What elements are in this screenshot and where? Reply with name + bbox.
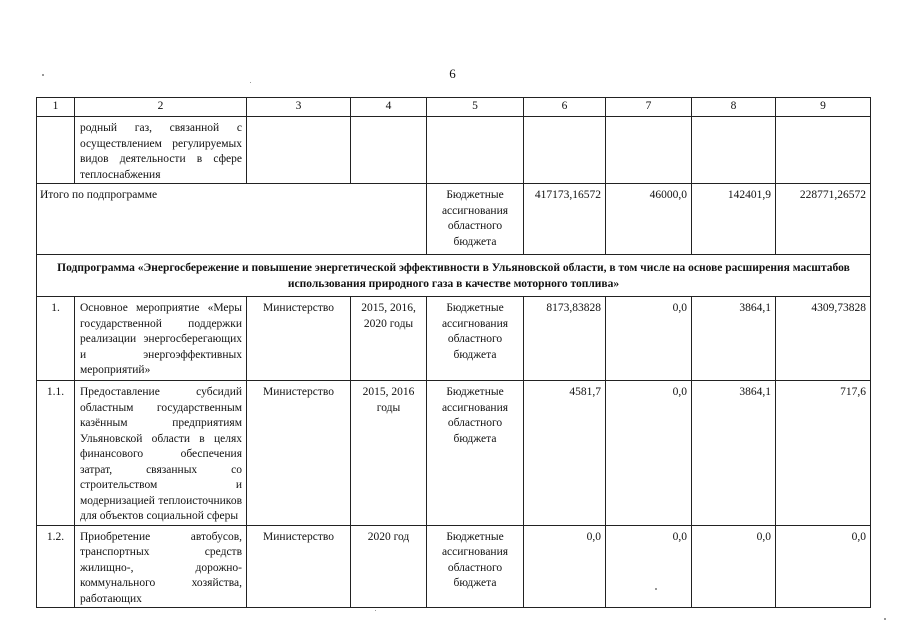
scan-speck	[655, 588, 657, 590]
cell-empty	[606, 117, 692, 184]
subprogram-title: Подпрограмма «Энергосбережение и повышение энергетической эффективности в Ульяновской области, в том числе на основе расширения масштабов использования природного газа в качестве моторного топлива»	[37, 255, 871, 297]
value-col7: 0,0	[606, 297, 692, 381]
page-number: 6	[449, 66, 456, 81]
col-header-1: 1	[37, 98, 75, 117]
scan-speck	[42, 74, 44, 76]
years: 2020 год	[351, 525, 427, 608]
value-col6: 417173,16572	[524, 184, 606, 255]
funding-source: Бюджетные ассигнования областного бюджета	[427, 297, 524, 381]
value-col8: 3864,1	[692, 381, 776, 526]
measure-name: Приобретение автобусов, транспортных средств жилищно-, дорожно-коммунального хозяйства, работающих	[75, 525, 247, 608]
col-header-4: 4	[351, 98, 427, 117]
table-row-total	[37, 184, 871, 255]
value-col9: 717,6	[776, 381, 871, 526]
col-header-6: 6	[524, 98, 606, 117]
cell-empty	[776, 117, 871, 184]
value-col9: 0,0	[776, 525, 871, 608]
header-row	[37, 98, 871, 117]
scan-speck	[375, 610, 376, 611]
subprogram-row	[37, 255, 871, 297]
cell-empty	[524, 117, 606, 184]
value-col7: 46000,0	[606, 184, 692, 255]
value-col6: 4581,7	[524, 381, 606, 526]
executor: Министерство	[247, 381, 351, 526]
col-header-9: 9	[776, 98, 871, 117]
col-header-7: 7	[606, 98, 692, 117]
executor: Министерство	[247, 297, 351, 381]
funding-source: Бюджетные ассигнования областного бюджета	[427, 184, 524, 255]
cell-empty	[427, 117, 524, 184]
col-header-2: 2	[75, 98, 247, 117]
row-number: 1.2.	[37, 525, 75, 608]
table-row-continuation	[37, 117, 871, 184]
value-col8: 142401,9	[692, 184, 776, 255]
row-number: 1.1.	[37, 381, 75, 526]
value-col8: 3864,1	[692, 297, 776, 381]
measure-name: Предоставление субсидий областным государственным казённым предприятиям Ульяновской области в целях финансового обеспечения затрат, связанных со строительством и модернизацией теплоисточников для объектов социальной сферы	[75, 381, 247, 526]
cell-empty	[247, 117, 351, 184]
table-row-1	[37, 297, 871, 381]
cell-empty	[692, 117, 776, 184]
col-header-5: 5	[427, 98, 524, 117]
row-number: 1.	[37, 297, 75, 381]
value-col9: 4309,73828	[776, 297, 871, 381]
value-col8: 0,0	[692, 525, 776, 608]
table-row-1-2	[37, 525, 871, 608]
executor: Министерство	[247, 525, 351, 608]
cell-empty	[37, 117, 75, 184]
value-col6: 8173,83828	[524, 297, 606, 381]
years: 2015, 2016 годы	[351, 381, 427, 526]
funding-source: Бюджетные ассигнования областного бюджета	[427, 381, 524, 526]
measure-name: Основное мероприятие «Меры государственной поддержки реализации энергосберегающих и энергоэффективных мероприятий»	[75, 297, 247, 381]
value-col7: 0,0	[606, 525, 692, 608]
value-col9: 228771,26572	[776, 184, 871, 255]
table-row-1-1	[37, 381, 871, 526]
scan-speck	[884, 618, 886, 620]
col-header-8: 8	[692, 98, 776, 117]
cell-empty	[351, 117, 427, 184]
total-label: Итого по подпрограмме	[37, 184, 427, 255]
continuation-text: родный газ, связанной с осуществлением регулируемых видов деятельности в сфере теплоснабжения	[75, 117, 247, 184]
col-header-3: 3	[247, 98, 351, 117]
years: 2015, 2016, 2020 годы	[351, 297, 427, 381]
scan-speck	[250, 82, 251, 83]
funding-source: Бюджетные ассигнования областного бюджета	[427, 525, 524, 608]
value-col7: 0,0	[606, 381, 692, 526]
value-col6: 0,0	[524, 525, 606, 608]
budget-table	[36, 97, 871, 608]
